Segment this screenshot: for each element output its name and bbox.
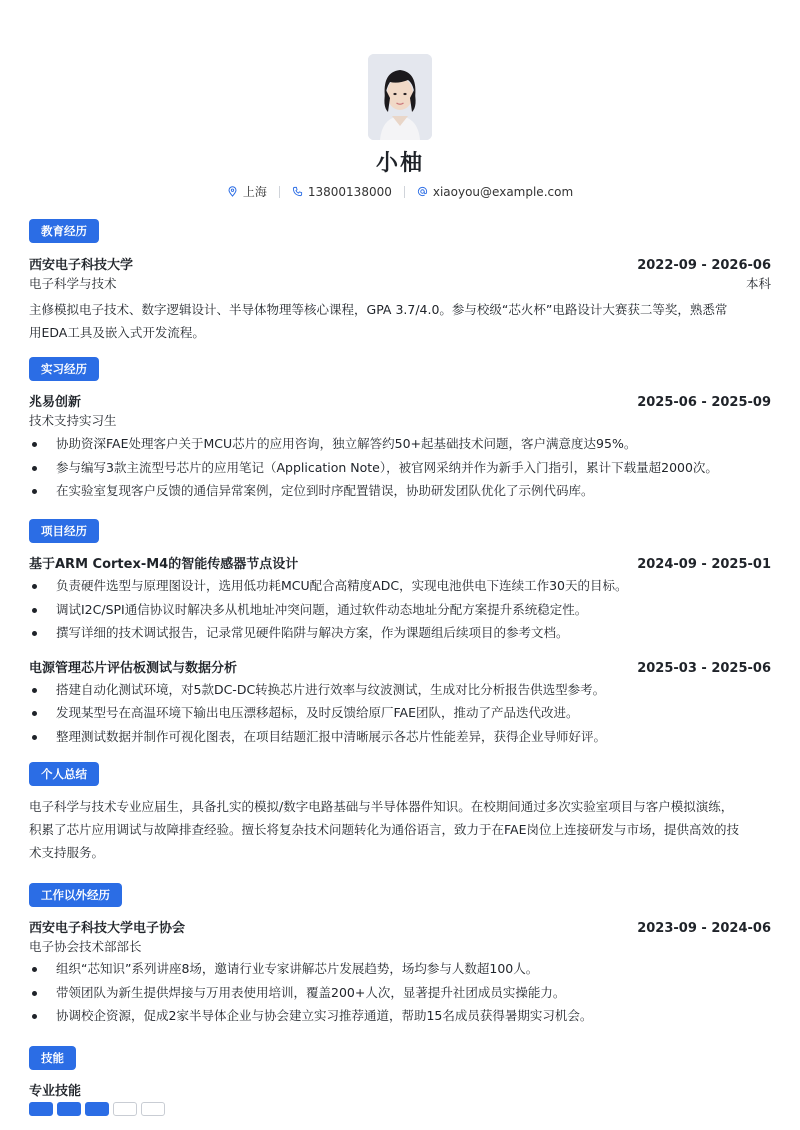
project-title: 电源管理芯片评估板测试与数据分析 <box>29 660 238 676</box>
project-bullets <box>29 574 771 645</box>
contact-email <box>417 185 573 199</box>
major: 电子科学与技术 <box>29 276 117 291</box>
avatar <box>368 54 432 140</box>
contact-divider <box>404 186 405 198</box>
project-title: 基于ARM Cortex-M4的智能传感器节点设计 <box>29 557 299 572</box>
list-item: 组织“芯知识”系列讲座8场，邀请行业专家讲解芯片发展趋势，场均参与人数超100人。 <box>29 957 771 981</box>
contact-divider <box>279 186 280 198</box>
list-item: 参与编写3款主流型号芯片的应用笔记（Application Note），被官网采纳并作为新手入门指引，累计下载量超2000次。 <box>29 456 771 480</box>
location-pin-icon <box>227 186 238 197</box>
contact-bar <box>0 183 800 200</box>
extracurricular-date: 2023-09 - 2024-06 <box>637 921 771 936</box>
skill-level-square <box>29 1102 53 1116</box>
section-tag-extracurricular: 工作以外经历 <box>29 883 122 907</box>
education-date: 2022-09 - 2026-06 <box>637 258 771 273</box>
summary-text <box>29 795 771 864</box>
list-item: 搭建自动化测试环境，对5款DC-DC转换芯片进行效率与纹波测试，生成对比分析报告供选型参考。 <box>29 678 771 702</box>
section-tag-education: 教育经历 <box>29 219 99 243</box>
extracurricular-role: 电子协会技术部部长 <box>29 939 142 954</box>
candidate-name: 小柚 <box>375 151 424 176</box>
summary-line: 术支持服务。 <box>29 845 105 860</box>
company-name: 兆易创新 <box>29 395 82 410</box>
summary-section <box>29 762 771 864</box>
skill-level-square <box>141 1102 165 1116</box>
education-description <box>29 298 771 344</box>
project-date: 2024-09 - 2025-01 <box>637 557 771 572</box>
education-sub <box>29 274 771 292</box>
list-item: 在实验室复现客户反馈的通信异常案例，定位到时序配置错误，协助研发团队优化了示例代码库。 <box>29 479 771 503</box>
summary-line: 积累了芯片应用调试与故障排查经验。擅长将复杂技术问题转化为通俗语言，致力于在FAE岗位上连接研发与市场，提供高效的技 <box>29 822 739 837</box>
skill-category: 专业技能 <box>29 1084 82 1099</box>
section-tag-skills: 技能 <box>29 1046 76 1070</box>
list-item: 发现某型号在高温环境下输出电压漂移超标，及时反馈给原厂FAE团队，推动了产品迭代改进。 <box>29 701 771 725</box>
project-bullets <box>29 678 771 749</box>
list-item: 负责硬件选型与原理图设计，选用低功耗MCU配合高精度ADC，实现电池供电下连续工作30天的目标。 <box>29 574 771 598</box>
extracurricular-header <box>29 917 771 936</box>
internship-bullets <box>29 432 771 503</box>
skill-level-meter <box>29 1102 771 1116</box>
skill-level-square <box>85 1102 109 1116</box>
org-name: 西安电子科技大学电子协会 <box>29 921 186 936</box>
skills-section <box>29 1046 771 1116</box>
extracurricular-bullets <box>29 957 771 1028</box>
extracurricular-section <box>29 883 771 1028</box>
phone-icon <box>292 186 303 197</box>
summary-line: 电子科学与技术专业应届生，具备扎实的模拟/数字电路基础与半导体器件知识。在校期间通过多次实验室项目与客户模拟演练， <box>29 799 734 814</box>
phone-text: 13800138000 <box>307 184 392 199</box>
list-item: 整理测试数据并制作可视化图表，在项目结题汇报中清晰展示各芯片性能差异，获得企业导师好评。 <box>29 725 771 749</box>
project-date: 2025-03 - 2025-06 <box>637 660 771 676</box>
avatar-portrait-icon <box>368 54 432 140</box>
skill-level-square <box>57 1102 81 1116</box>
internship-header <box>29 391 771 410</box>
project-header <box>29 657 771 676</box>
internship-section <box>29 357 771 503</box>
list-item: 协调校企资源，促成2家半导体企业与协会建立实习推荐通道，帮助15名成员获得暑期实习机会。 <box>29 1004 771 1028</box>
section-tag-projects: 项目经历 <box>29 519 99 543</box>
project-header <box>29 553 771 572</box>
education-line: 用EDA工具及嵌入式开发流程。 <box>29 325 205 340</box>
at-sign-icon <box>417 186 428 197</box>
list-item: 带领团队为新生提供焊接与万用表使用培训，覆盖200+人次，显著提升社团成员实操能力。 <box>29 981 771 1005</box>
section-tag-summary: 个人总结 <box>29 762 99 786</box>
contact-phone <box>292 185 392 199</box>
education-line: 主修模拟电子技术、数字逻辑设计、半导体物理等核心课程，GPA 3.7/4.0。参与校级“芯火杯”电路设计大赛获二等奖，熟悉常 <box>29 302 728 317</box>
internship-role: 技术支持实习生 <box>29 413 117 428</box>
projects-section <box>29 519 771 748</box>
list-item: 撰写详细的技术调试报告，记录常见硬件陷阱与解决方案，作为课题组后续项目的参考文档。 <box>29 621 771 645</box>
school-name: 西安电子科技大学 <box>29 258 134 273</box>
list-item: 协助资深FAE处理客户关于MCU芯片的应用咨询，独立解答约50+起基础技术问题，客户满意度达95%。 <box>29 432 771 456</box>
location-text: 上海 <box>242 185 267 199</box>
email-text: xiaoyou@example.com <box>432 184 574 199</box>
section-tag-internship: 实习经历 <box>29 357 99 381</box>
degree: 本科 <box>745 276 771 291</box>
contact-location <box>227 183 267 200</box>
education-section <box>29 219 771 344</box>
list-item: 调试I2C/SPI通信协议时解决多从机地址冲突问题，通过软件动态地址分配方案提升系统稳定性。 <box>29 598 771 622</box>
education-header <box>29 254 771 273</box>
internship-date: 2025-06 - 2025-09 <box>637 395 771 410</box>
skill-level-square <box>113 1102 137 1116</box>
